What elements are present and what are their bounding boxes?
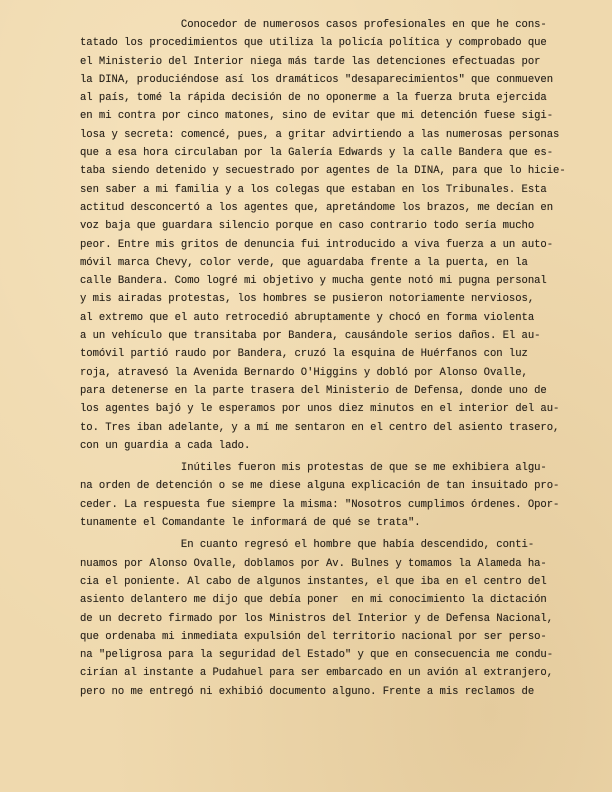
text-line: losa y secreta: comencé, pues, a gritar advirtiendo a las numerosas personas [80,128,560,141]
text-line: calle Bandera. Como logré mi objetivo y mucha gente notó mi pugna personal [80,275,547,288]
text-line: con un guardia a cada lado. [80,439,251,452]
text-line: En cuanto regresó el hombre que había descendido, conti- [80,539,535,552]
text-line: cia el poniente. Al cabo de algunos instantes, el que iba en el centro del [80,575,547,588]
text-line: el Ministerio del Interior niega más tarde las detenciones efectuadas por [80,55,541,68]
text-line: de un decreto firmado por los Ministros del Interior y de Defensa Nacional, [80,612,554,625]
text-line: a un vehículo que transitaba por Bandera, causándole serios daños. El au- [80,330,541,343]
text-line: ceder. La respuesta fue siempre la misma: "Nosotros cumplimos órdenes. Opor- [80,498,560,511]
text-line: para detenerse en la parte trasera del Ministerio de Defensa, donde uno de [80,384,547,397]
text-line: pero no me entregó ni exhibió documento alguno. Frente a mis reclamos de [80,685,535,698]
text-line: asiento delantero me dijo que debía poner en mi conocimiento la dictación [80,594,547,607]
text-line: que a esa hora circulaban por la Galería Edwards y la calle Bandera que es- [80,147,554,160]
text-line: tunamente el Comandante le informará de qué se trata". [80,517,421,530]
text-line: na orden de detención o se me diese alguna explicación de tan insuitado pro- [80,480,560,493]
text-line: la DINA, produciéndose así los dramáticos "desaparecimientos" que conmueven [80,73,554,86]
text-line: al extremo que el auto retrocedió abruptamente y chocó en forma violenta [80,311,535,324]
text-line: nuamos por Alonso Ovalle, doblamos por Av. Bulnes y tomamos la Alameda ha- [80,557,547,570]
text-line: y mis airadas protestas, los hombres se pusieron notoriamente nerviosos, [80,293,535,306]
text-line: que ordenaba mi inmediata expulsión del territorio nacional por ser perso- [80,630,547,643]
text-line: Conocedor de numerosos casos profesionales en que he cons- [80,19,547,31]
text-line: en mi contra por cinco matones, sino de evitar que mi detención fuese sigi- [80,110,554,123]
text-line: to. Tres iban adelante, y a mí me sentaron en el centro del asiento trasero, [80,421,560,434]
text-line: móvil marca Chevy, color verde, que aguardaba frente a la puerta, en la [80,256,528,269]
text-line: peor. Entre mis gritos de denuncia fui introducido a viva fuerza a un auto- [80,238,554,251]
text-line: actitud desconcertó a los agentes que, apretándome los brazos, me decían en [80,201,554,214]
text-line: voz baja que guardara silencio porque en caso contrario todo sería mucho [80,220,535,233]
text-line: sen saber a mi familia y a los colegas que estaban en los Tribunales. Esta [80,183,547,196]
text-line: na "peligrosa para la seguridad del Estado" y que en consecuencia me condu- [80,649,554,662]
text-line: taba siendo detenido y secuestrado por agentes de la DINA, para que lo hicie- [80,165,566,178]
text-line: cirían al instante a Pudahuel para ser embarcado en un avión al extranjero, [80,667,554,680]
document-body [80,16,566,701]
text-line: roja, atravesó la Avenida Bernardo O'Higgins y dobló por Alonso Ovalle, [80,366,528,379]
text-line: tomóvil partió raudo por Bandera, cruzó la esquina de Huérfanos con luz [80,348,528,361]
text-line: Inútiles fueron mis protestas de que se me exhibiera algu- [80,462,547,475]
text-line: al país, tomé la rápida decisión de no oponerme a la fuerza bruta ejercida [80,92,547,105]
text-line: tatado los procedimientos que utiliza la policía política y comprobado que [80,37,547,50]
text-line: los agentes bajó y le esperamos por unos diez minutos en el interior del au- [80,403,560,416]
